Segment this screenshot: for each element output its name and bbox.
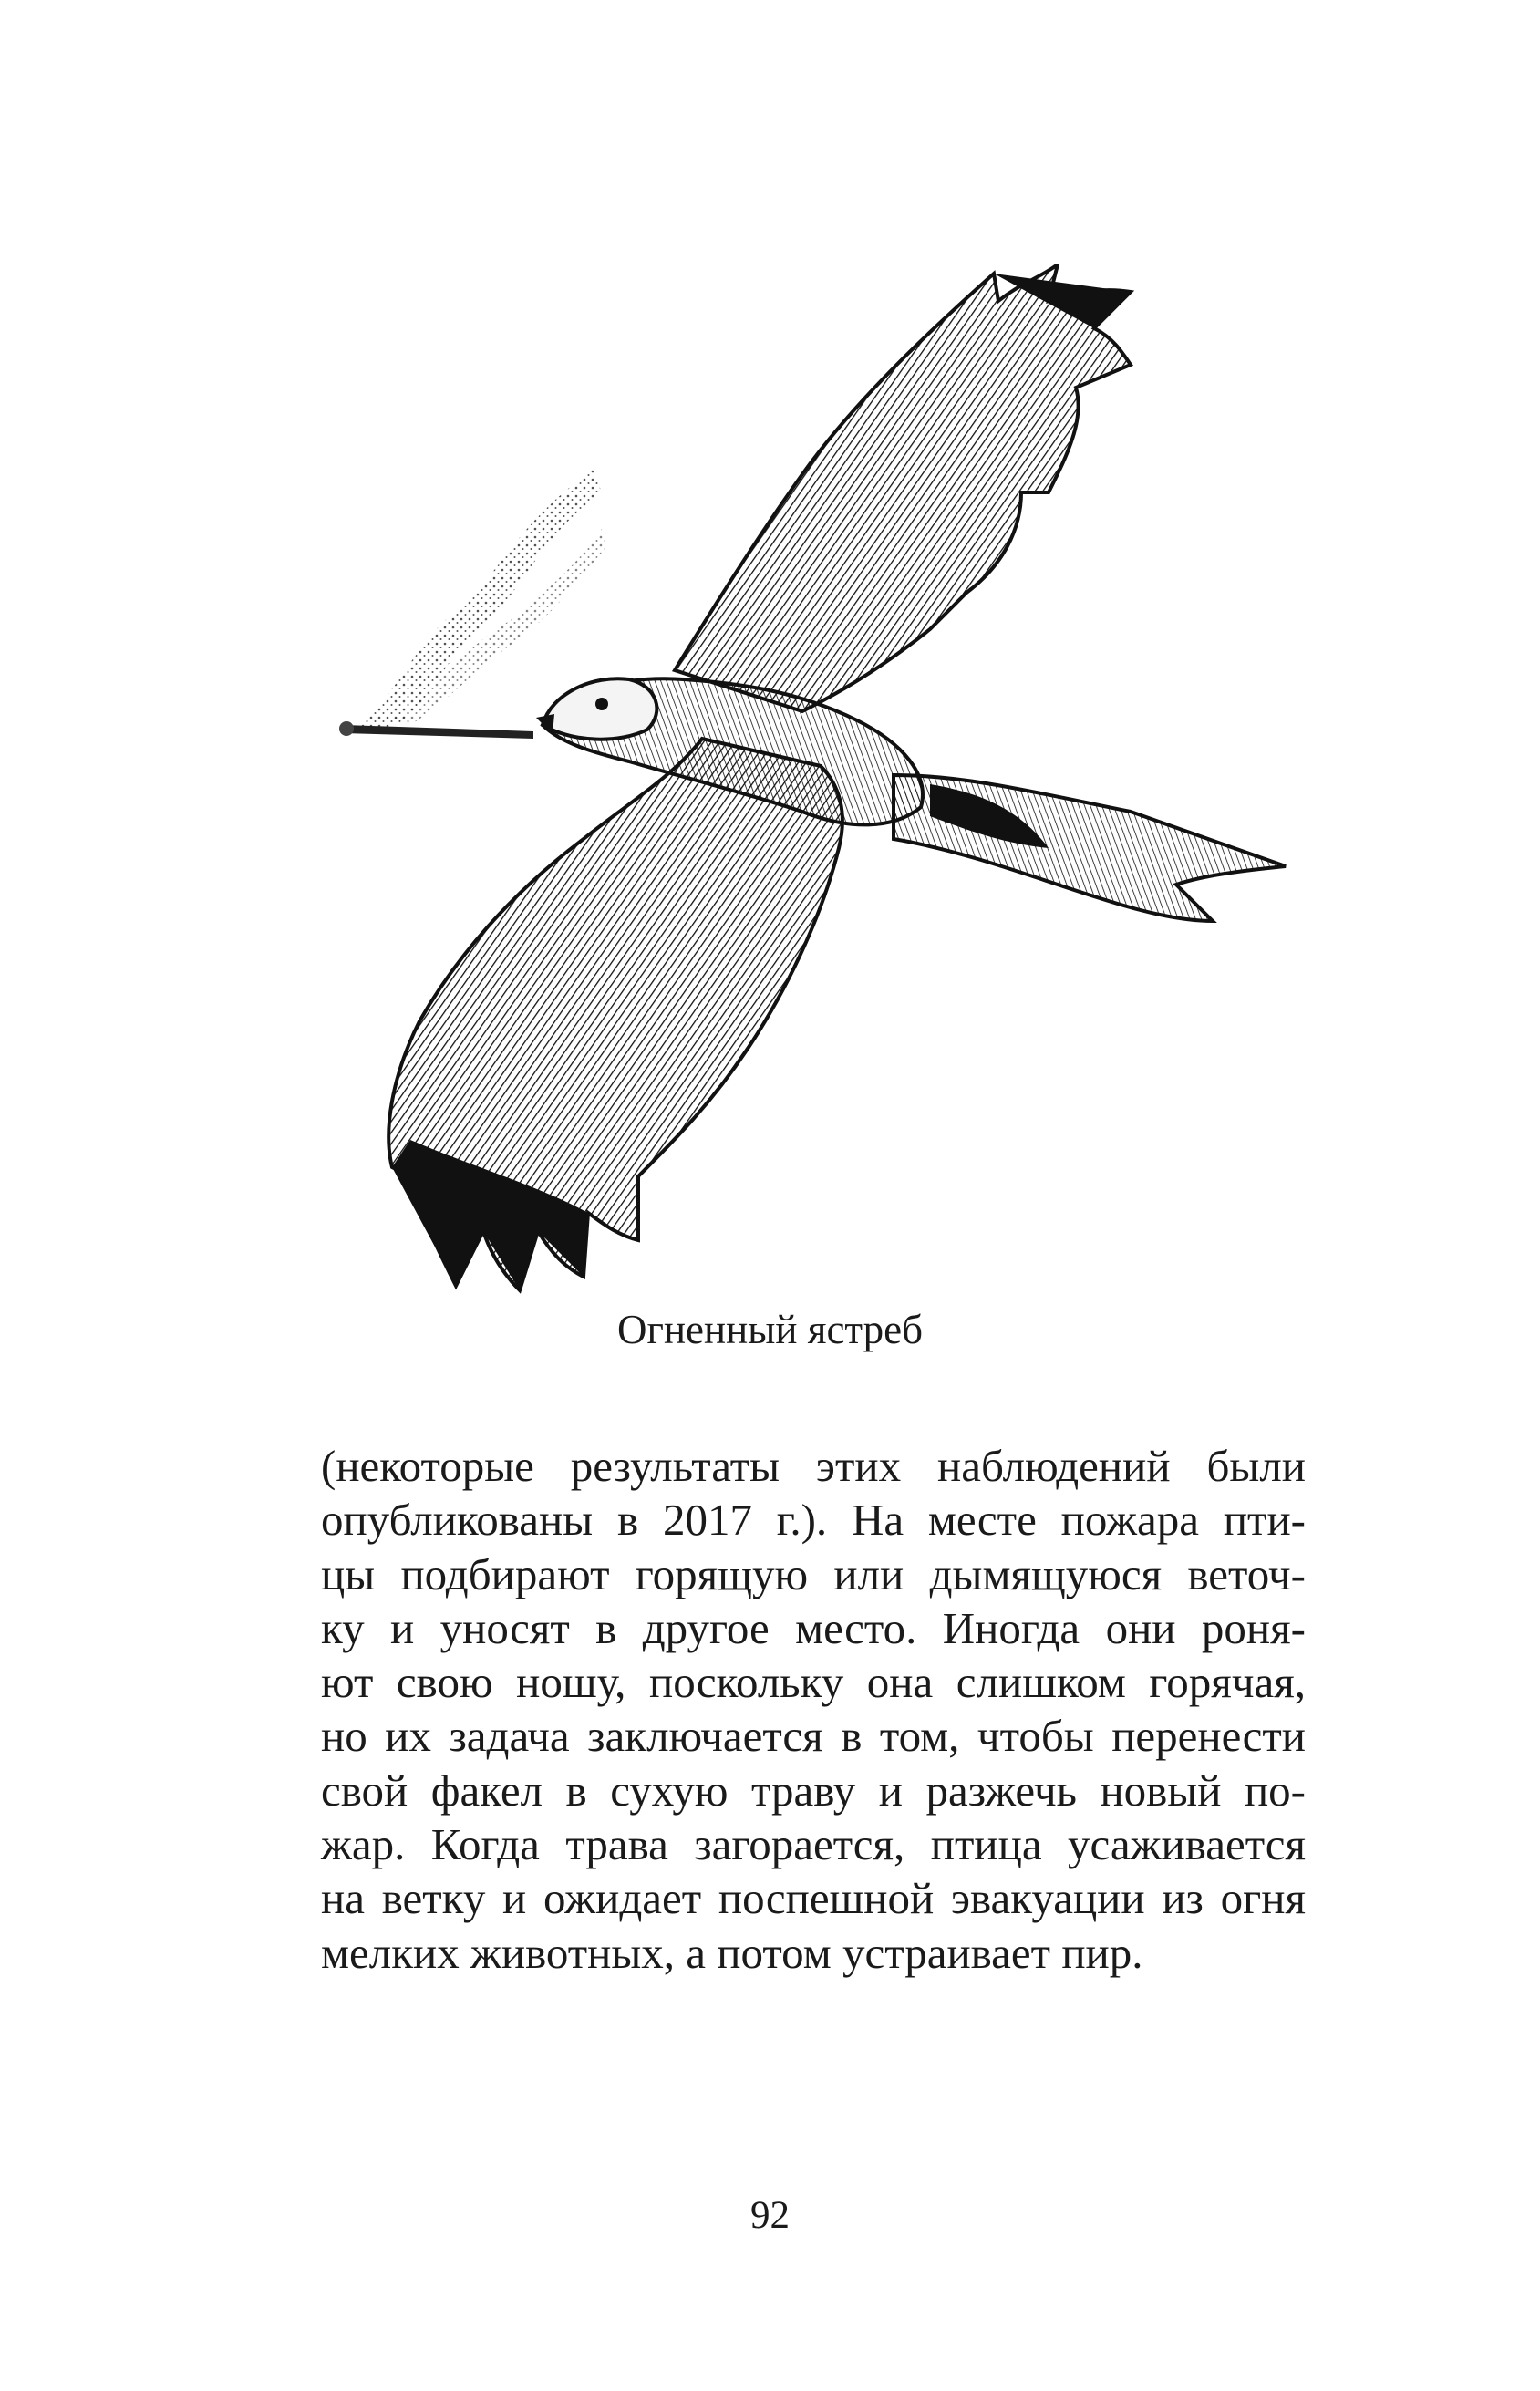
text-line: ют свою ношу, поскольку она слишком горячая, <box>321 1657 1306 1708</box>
figure-caption: Огненный ястреб <box>617 1307 923 1352</box>
lower-wing <box>388 739 842 1290</box>
text-line: мелких животных, а потом устраивает пир. <box>321 1927 1143 1978</box>
hawk-illustration <box>328 264 1304 1295</box>
text-line: на ветку и ожидает поспешной эвакуации из огня <box>321 1873 1306 1924</box>
twig <box>345 725 533 739</box>
text-line: жар. Когда трава загорается, птица усаживается <box>321 1819 1306 1870</box>
text-line: цы подбирают горящую или дымящуюся веточ- <box>321 1548 1306 1599</box>
text-line: ку и уносят в другое место. Иногда они роня- <box>321 1602 1306 1653</box>
tail <box>894 775 1286 921</box>
upper-wing <box>675 264 1131 711</box>
page-number: 92 <box>750 2194 790 2237</box>
text-line: опубликованы в 2017 г.). На месте пожара пти- <box>321 1495 1306 1546</box>
body-paragraph <box>321 1439 1306 1980</box>
text-line: но их задача заключается в том, чтобы перенести <box>321 1711 1306 1762</box>
text-line: свой факел в сухую траву и разжечь новый по- <box>321 1765 1306 1816</box>
text-line: (некоторые результаты этих наблюдений были <box>321 1441 1306 1491</box>
